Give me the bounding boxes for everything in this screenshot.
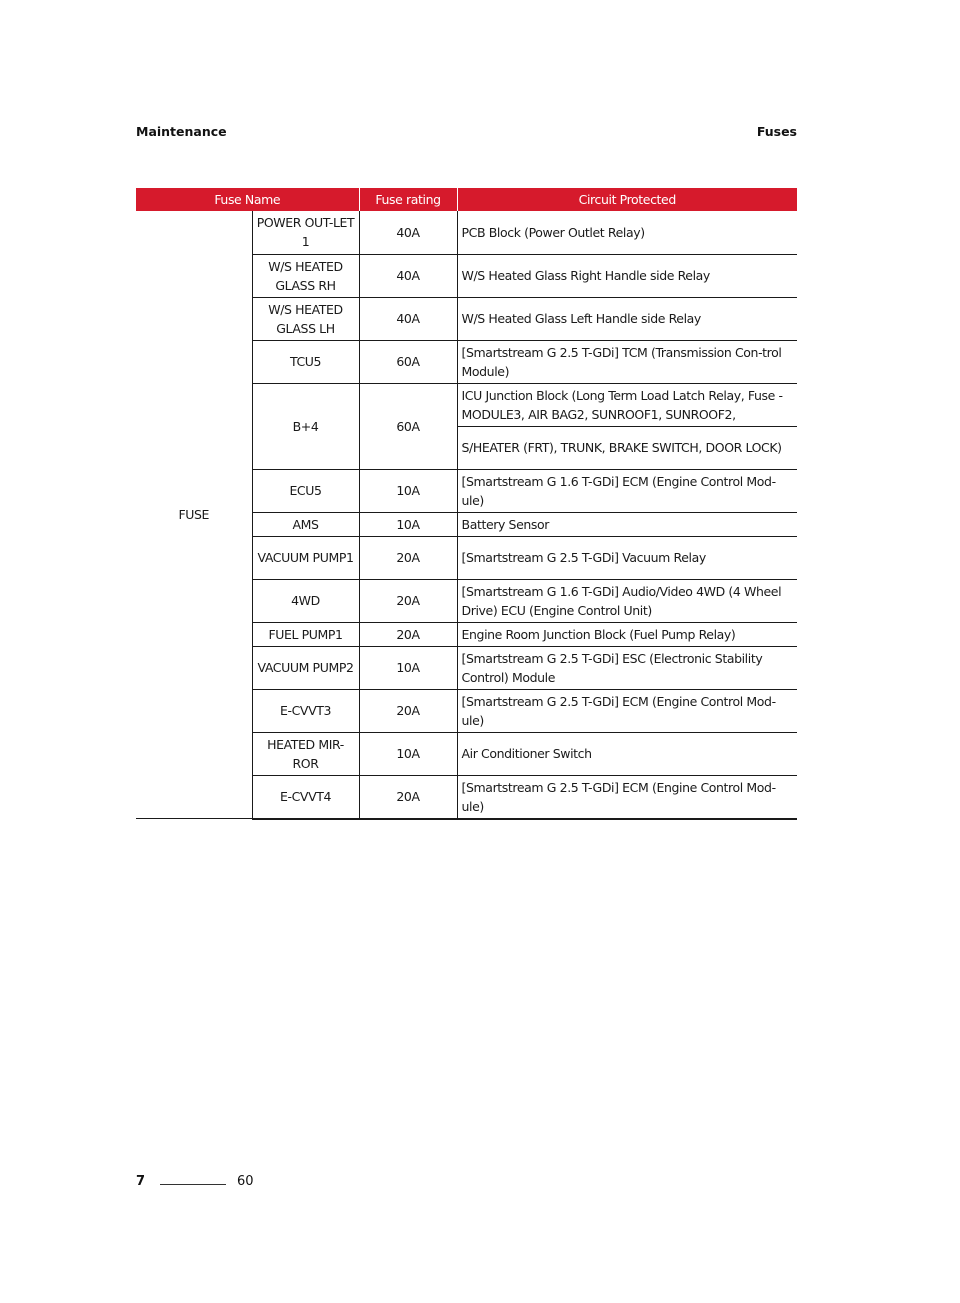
fuse-rating: 20A [359, 622, 457, 646]
fuse-name: E-CVVT3 [252, 689, 359, 732]
fuse-name: TCU5 [252, 340, 359, 383]
circuit-protected: [Smartstream G 2.5 T-GDi] TCM (Transmission Con-trol Module) [457, 340, 797, 383]
circuit-protected: Battery Sensor [457, 512, 797, 536]
circuit-protected: Engine Room Junction Block (Fuel Pump Relay) [457, 622, 797, 646]
fuse-rating: 60A [359, 340, 457, 383]
fuse-name: W/S HEATED GLASS RH [252, 254, 359, 297]
circuit-protected: Air Conditioner Switch [457, 732, 797, 775]
column-header-circuit-protected: Circuit Protected [457, 188, 797, 211]
chapter-number: 7 [136, 1174, 146, 1189]
fuse-rating: 10A [359, 732, 457, 775]
circuit-protected: ICU Junction Block (Long Term Load Latch Relay, Fuse - MODULE3, AIR BAG2, SUNROOF1, SUNROOF2, [457, 383, 797, 426]
circuit-protected: [Smartstream G 2.5 T-GDi] ECM (Engine Control Mod-ule) [457, 775, 797, 819]
fuse-name: VACUUM PUMP2 [252, 646, 359, 689]
fuse-name: POWER OUT-LET 1 [252, 211, 359, 254]
circuit-protected: W/S Heated Glass Left Handle side Relay [457, 297, 797, 340]
circuit-protected: PCB Block (Power Outlet Relay) [457, 211, 797, 254]
fuse-rating: 40A [359, 297, 457, 340]
fuse-group-label: FUSE [136, 211, 252, 819]
fuse-rating: 10A [359, 469, 457, 512]
circuit-protected: [Smartstream G 2.5 T-GDi] ECM (Engine Control Mod-ule) [457, 689, 797, 732]
circuit-protected-continued: S/HEATER (FRT), TRUNK, BRAKE SWITCH, DOOR LOCK) [457, 426, 797, 469]
page-number: 60 [237, 1174, 254, 1189]
circuit-protected: [Smartstream G 1.6 T-GDi] ECM (Engine Control Mod-ule) [457, 469, 797, 512]
fuse-rating: 10A [359, 512, 457, 536]
fuse-name: ECU5 [252, 469, 359, 512]
circuit-protected: [Smartstream G 2.5 T-GDi] ESC (Electronic Stability Control) Module [457, 646, 797, 689]
circuit-protected: [Smartstream G 1.6 T-GDi] Audio/Video 4WD (4 Wheel Drive) ECU (Engine Control Unit) [457, 579, 797, 622]
column-header-fuse-rating: Fuse rating [359, 188, 457, 211]
footer-divider [160, 1184, 226, 1185]
circuit-protected: [Smartstream G 2.5 T-GDi] Vacuum Relay [457, 536, 797, 579]
fuse-name: W/S HEATED GLASS LH [252, 297, 359, 340]
page-footer [136, 1174, 266, 1194]
running-header-section: Maintenance [136, 124, 227, 139]
table-row [136, 211, 797, 254]
fuse-name: HEATED MIR-ROR [252, 732, 359, 775]
fuse-rating: 60A [359, 383, 457, 469]
fuse-rating: 40A [359, 254, 457, 297]
column-header-fuse-name: Fuse Name [136, 188, 359, 211]
table-header-row [136, 188, 797, 211]
fuse-name: 4WD [252, 579, 359, 622]
fuse-rating: 20A [359, 536, 457, 579]
running-header-topic: Fuses [756, 124, 797, 139]
fuse-rating: 10A [359, 646, 457, 689]
circuit-protected: W/S Heated Glass Right Handle side Relay [457, 254, 797, 297]
fuse-rating: 40A [359, 211, 457, 254]
fuse-rating: 20A [359, 689, 457, 732]
fuse-name: E-CVVT4 [252, 775, 359, 819]
fuse-name: B+4 [252, 383, 359, 469]
fuse-rating: 20A [359, 775, 457, 819]
fuse-rating: 20A [359, 579, 457, 622]
fuse-name: VACUUM PUMP1 [252, 536, 359, 579]
fuse-table [136, 188, 797, 820]
fuse-name: AMS [252, 512, 359, 536]
fuse-name: FUEL PUMP1 [252, 622, 359, 646]
